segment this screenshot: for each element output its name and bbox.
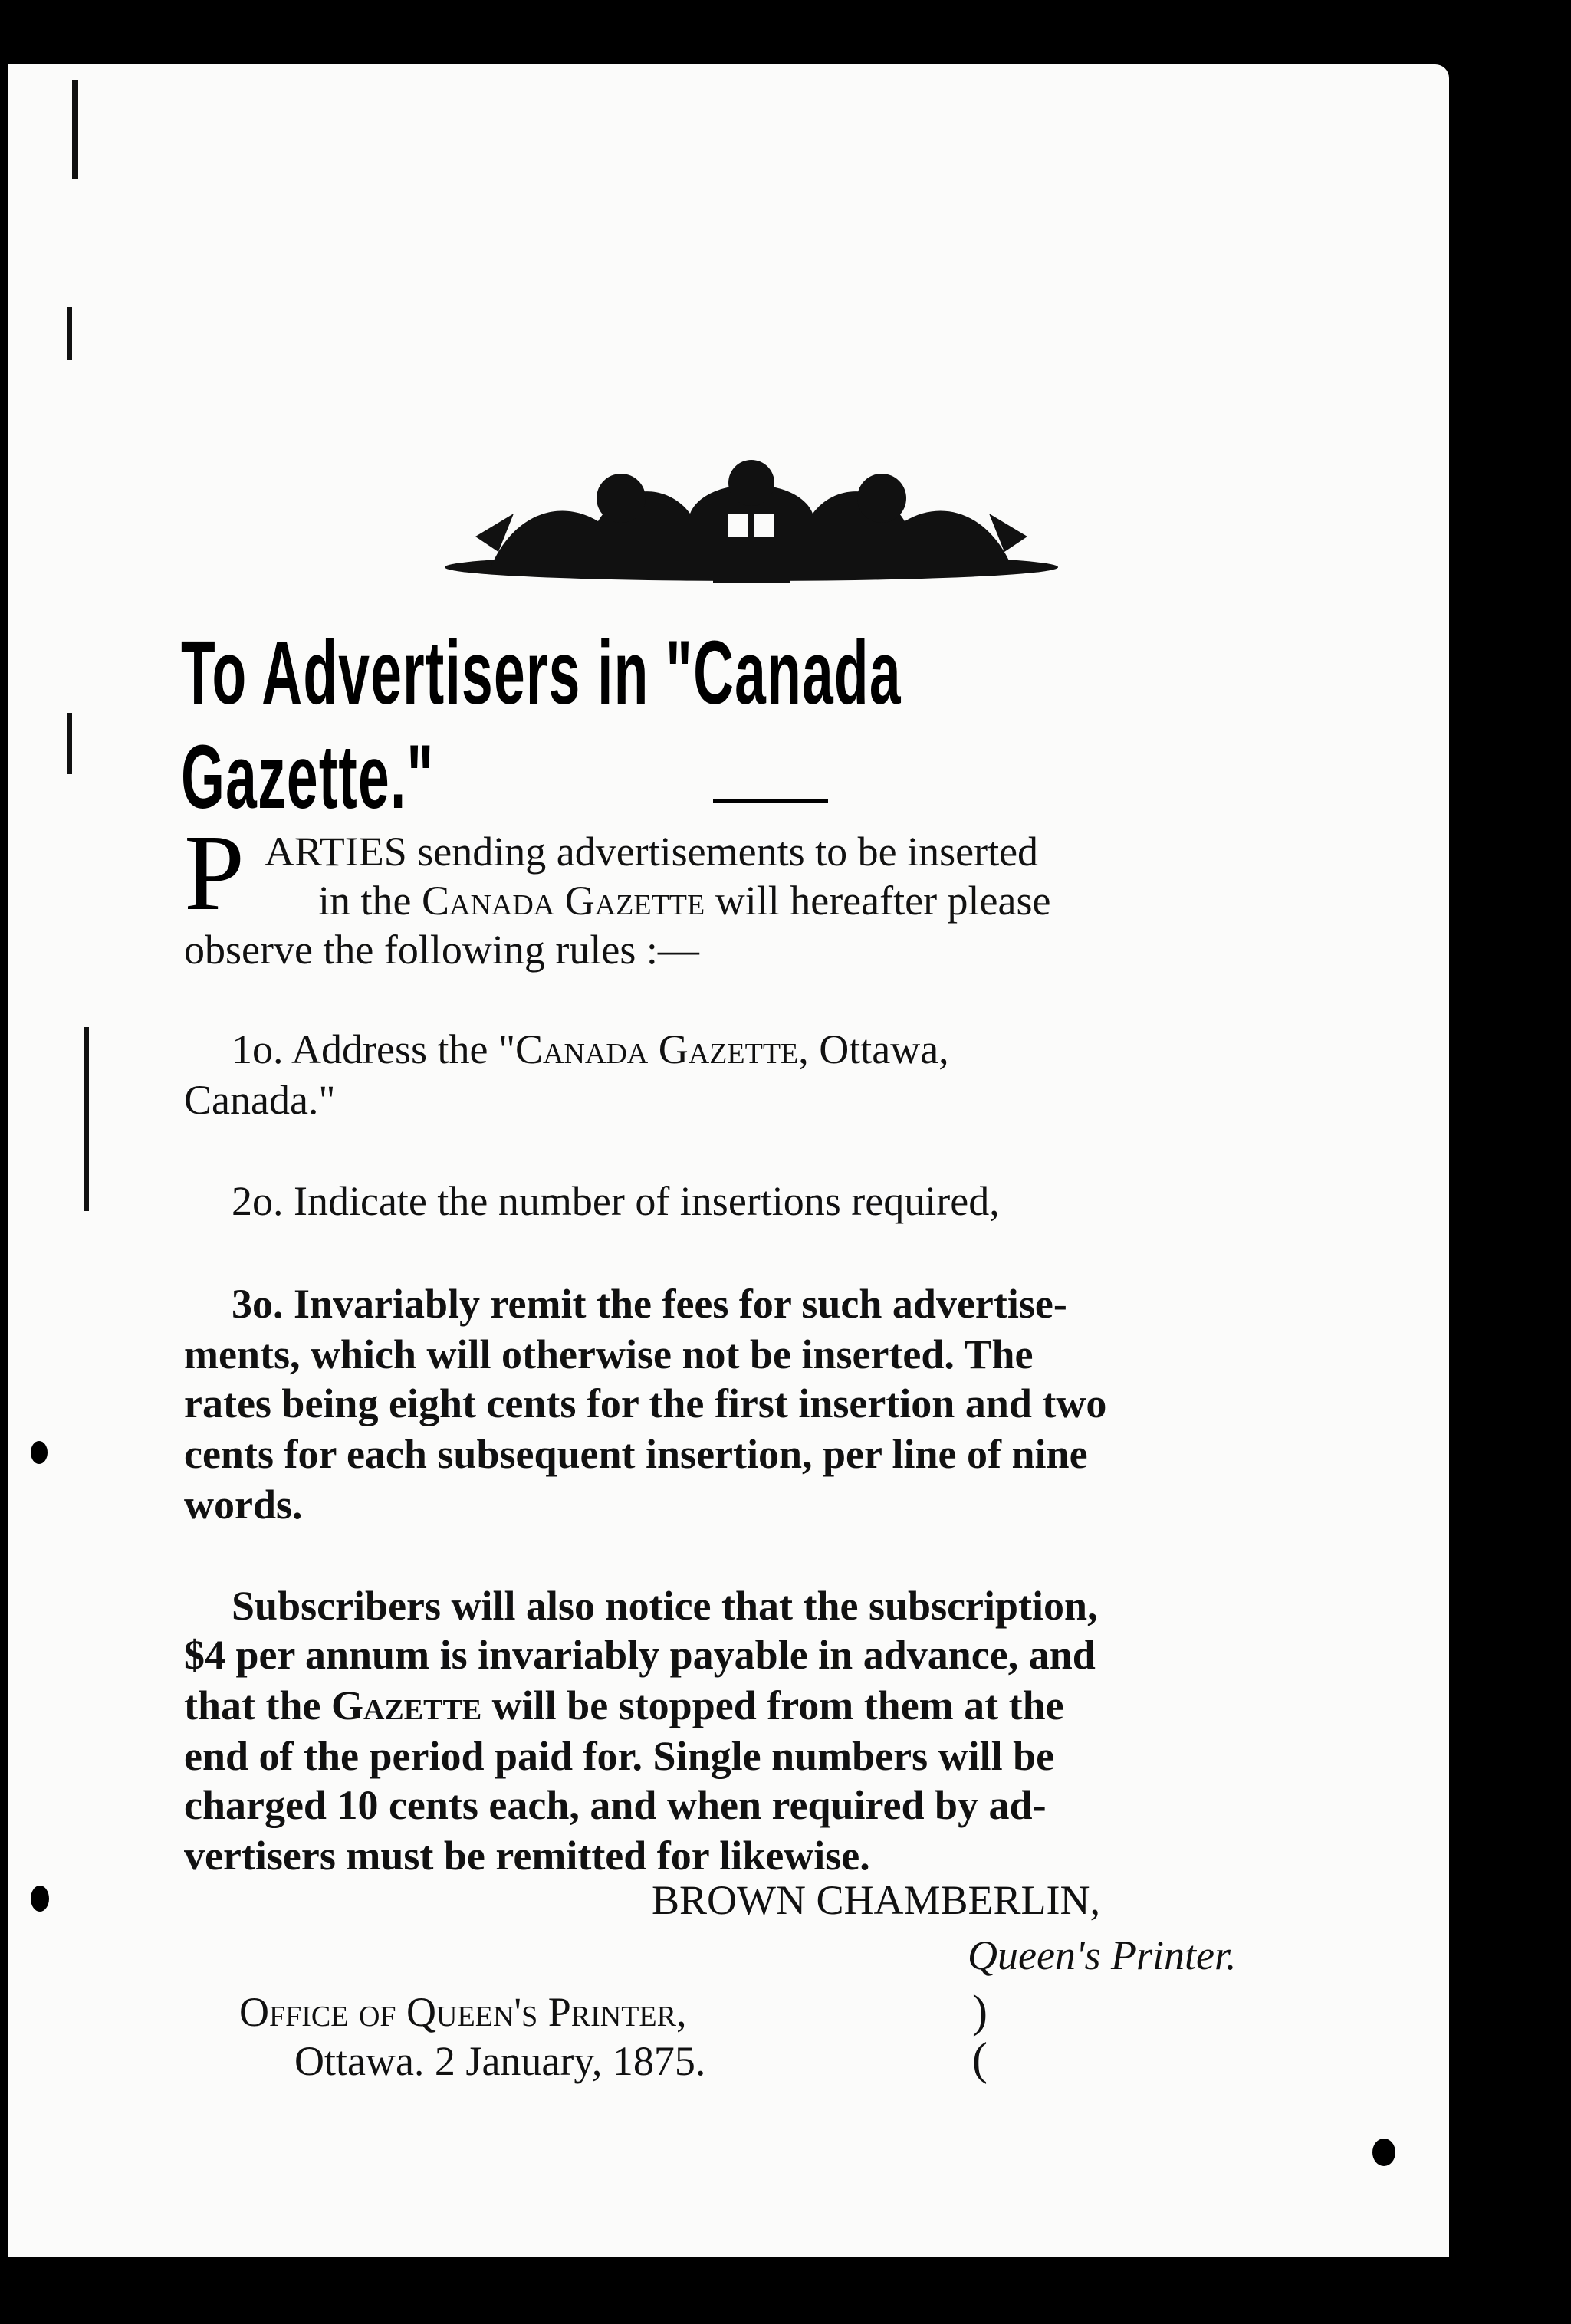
rule-1-post: Ottawa, xyxy=(808,1026,949,1072)
subscribers-line-3-pre: that the xyxy=(184,1682,331,1728)
rule-1-canada-gazette: Canada Gazette, xyxy=(515,1026,809,1072)
intro-line-1: ARTIES sending advertisements to be inserted xyxy=(265,829,1039,875)
office-line-1: Office of Queen's Printer, xyxy=(239,1989,687,2035)
intro-line-2 xyxy=(318,877,1050,924)
subscribers-line-6: vertisers must be remitted for likewise. xyxy=(184,1833,870,1879)
subscribers-line-5: charged 10 cents each, and when required by ad- xyxy=(184,1782,1047,1828)
subscribers-line-2: $4 per annum is invariably payable in advance, and xyxy=(184,1632,1096,1678)
subscribers-line-4: end of the period paid for. Single numbers will be xyxy=(184,1733,1055,1779)
ink-blot xyxy=(31,1886,49,1912)
ink-blot xyxy=(1372,2139,1395,2166)
rule-3-line-1: 3o. Invariably remit the fees for such advertise- xyxy=(232,1281,1067,1327)
rule-1-pre: 1o. Address the " xyxy=(232,1026,516,1072)
title-divider xyxy=(713,799,828,803)
margin-tick-left xyxy=(84,1027,89,1211)
page-edge-shadow xyxy=(1449,54,1571,2324)
subscribers-line-3 xyxy=(184,1682,1064,1729)
ink-blot xyxy=(31,1441,48,1464)
signature-role: Queen's Printer. xyxy=(968,1932,1237,1978)
royal-coat-of-arms-icon xyxy=(445,452,1058,606)
margin-tick-left xyxy=(67,307,72,360)
margin-tick-left xyxy=(67,713,72,774)
signature-name: BROWN CHAMBERLIN, xyxy=(652,1877,1101,1923)
page-title: To Advertisers in "Canada Gazette." xyxy=(181,622,902,828)
subscribers-line-1: Subscribers will also notice that the subscription, xyxy=(232,1583,1098,1629)
intro-dropcap: P xyxy=(184,812,245,933)
rule-2-line-1: 2o. Indicate the number of insertions required, xyxy=(232,1178,1000,1224)
office-line-2: Ottawa. 2 January, 1875. xyxy=(294,2038,706,2084)
intro-line-2-pre: in the xyxy=(318,878,422,924)
intro-line-3: observe the following rules :— xyxy=(184,927,699,973)
rule-3-line-2: ments, which will otherwise not be inserted. The xyxy=(184,1331,1034,1377)
rule-3-line-5: words. xyxy=(184,1482,303,1528)
subscribers-gazette: Gazette xyxy=(330,1682,482,1728)
rule-3-line-4: cents for each subsequent insertion, per line of nine xyxy=(184,1431,1088,1477)
intro-canada-gazette: Canada Gazette xyxy=(421,878,705,924)
subscribers-line-3-post: will be stopped from them at the xyxy=(481,1682,1064,1728)
rule-1-line-2: Canada." xyxy=(184,1077,336,1123)
rule-3-line-3: rates being eight cents for the first insertion and two xyxy=(184,1380,1107,1426)
intro-line-2-post: will hereafter please xyxy=(705,878,1051,924)
office-bracket-top: ) xyxy=(972,1986,988,2037)
office-bracket-bottom: ( xyxy=(972,2034,988,2084)
margin-line-left xyxy=(72,80,78,179)
rule-1-line-1 xyxy=(232,1026,949,1073)
gazette-notice-page xyxy=(8,64,1449,2257)
